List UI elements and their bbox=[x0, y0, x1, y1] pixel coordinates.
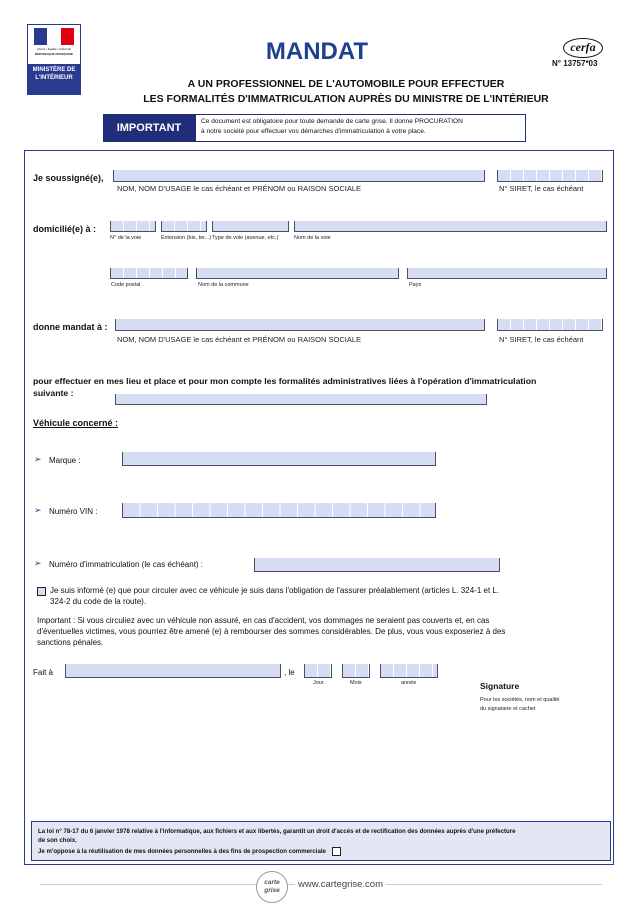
privacy-line-1: La loi n° 78-17 du 6 janvier 1978 relative à l'informatique, aux fichiers et aux libertés, garantit un droit d'accès et de rectification des données auprès d'une préfecture bbox=[38, 828, 516, 835]
assurance-line-2: 324-2 du code de la route). bbox=[50, 597, 147, 606]
signature-title: Signature bbox=[480, 681, 520, 691]
formalites-line-2: suivante : bbox=[33, 388, 74, 398]
vin-label: Numéro VIN : bbox=[49, 507, 98, 516]
assurance-line-1: Je suis informé (e) que pour circuler avec ce véhicule je suis dans l'obligation de l'assurer préalablement (articles L. 324-1 et L. bbox=[50, 586, 500, 595]
important-text-line-3: sanctions pénales. bbox=[37, 638, 104, 647]
important-notice bbox=[195, 114, 526, 142]
day-field[interactable] bbox=[304, 664, 332, 678]
cartegrise-logo bbox=[256, 871, 288, 903]
commune-caption: Nom de la commune bbox=[198, 282, 249, 288]
domicile-label: domicilié(e) à : bbox=[33, 224, 97, 234]
subtitle-line-1: A UN PROFESSIONNEL DE L'AUTOMOBILE POUR EFFECTUER bbox=[187, 78, 505, 90]
street-extension-field[interactable] bbox=[161, 221, 207, 232]
operation-field[interactable] bbox=[115, 394, 487, 405]
street-extension-caption: Extension (bis, ter...) bbox=[161, 235, 212, 241]
month-field[interactable] bbox=[342, 664, 370, 678]
marque-arrow-icon: ➢ bbox=[34, 454, 42, 464]
soussigne-name-caption: NOM, NOM D'USAGE le cas échéant et PRÉNOM ou RAISON SOCIALE bbox=[117, 184, 362, 193]
important-notice-line-1: Ce document est obligatoire pour toute demande de carte grise. Il donne PROCURATION bbox=[201, 118, 463, 125]
mandat-name-field[interactable] bbox=[115, 319, 485, 331]
rf-name: RÉPUBLIQUE FRANÇAISE bbox=[34, 52, 73, 56]
immat-label: Numéro d'immatriculation (le cas échéant) : bbox=[49, 560, 204, 569]
signature-line-2: du signataire et cachet bbox=[480, 706, 536, 712]
cartegrise-logo-line-2: grise bbox=[264, 887, 280, 894]
important-text-line-1: Important : Si vous circuliez avec un véhicule non assuré, en cas d'accident, vos dommages ne seraient pas couverts et, en cas bbox=[37, 616, 490, 625]
country-caption: Pays bbox=[409, 282, 422, 288]
cerfa-number: N° 13757*03 bbox=[552, 59, 598, 68]
street-number-caption: N° de la voie bbox=[110, 235, 142, 241]
postal-code-field[interactable] bbox=[110, 268, 188, 279]
important-text-line-2: d'éventuelles victimes, vous pourriez être amené (e) à rembourser des sommes considérables. De plus, vous vous exposeriez à des bbox=[37, 627, 506, 636]
ministry-name: MINISTÈRE DE L'INTÉRIEUR bbox=[28, 64, 80, 94]
cartegrise-logo-line-1: carte bbox=[264, 879, 280, 886]
mandat-siret-caption: N° SIRET, le cas échéant bbox=[499, 335, 584, 344]
year-caption: année bbox=[401, 680, 417, 686]
fait-place-field[interactable] bbox=[65, 664, 281, 678]
vehicule-heading: Véhicule concerné : bbox=[33, 418, 119, 428]
vin-arrow-icon: ➢ bbox=[34, 505, 42, 515]
mandat-siret-field[interactable] bbox=[497, 319, 603, 331]
assurance-checkbox[interactable] bbox=[37, 587, 46, 596]
street-name-caption: Nom de la voie bbox=[294, 235, 331, 241]
fait-le-label: , le bbox=[284, 668, 295, 677]
privacy-box bbox=[31, 821, 611, 861]
soussigne-siret-caption: N° SIRET, le cas échéant bbox=[499, 184, 584, 193]
important-notice-line-2: à notre société pour effectuer vos démarches d'immatriculation à votre place. bbox=[201, 128, 426, 135]
mandat-label: donne mandat à : bbox=[33, 322, 108, 332]
marque-label: Marque : bbox=[49, 456, 81, 465]
immat-arrow-icon: ➢ bbox=[34, 558, 42, 568]
street-type-caption: Type de voie (avenue, etc.) bbox=[212, 235, 279, 241]
street-number-field[interactable] bbox=[110, 221, 156, 232]
formalites-line-1: pour effectuer en mes lieu et place et pour mon compte les formalités administratives liées à l'opération d'immatriculation bbox=[33, 376, 537, 386]
page-title: MANDAT bbox=[265, 38, 369, 65]
fait-label: Fait à bbox=[33, 668, 54, 677]
website-url[interactable]: www.cartegrise.com bbox=[295, 879, 386, 890]
soussigne-label: Je soussigné(e), bbox=[33, 173, 104, 183]
immat-field[interactable] bbox=[254, 558, 500, 572]
mandat-name-caption: NOM, NOM D'USAGE le cas échéant et PRÉNOM ou RAISON SOCIALE bbox=[117, 335, 362, 344]
privacy-line-2: de son choix. bbox=[38, 837, 77, 844]
street-name-field[interactable] bbox=[294, 221, 607, 232]
optout-checkbox[interactable] bbox=[332, 847, 341, 856]
year-field[interactable] bbox=[380, 664, 438, 678]
vin-field[interactable] bbox=[122, 503, 436, 518]
rf-motto: Liberté • Égalité • Fraternité bbox=[36, 47, 72, 51]
important-label: IMPORTANT bbox=[103, 114, 195, 142]
cerfa-logo: cerfa bbox=[563, 38, 603, 58]
country-field[interactable] bbox=[407, 268, 607, 279]
optout-label: Je m'oppose à la réutilisation de mes données personnelles à des fins de prospection commerciale bbox=[38, 848, 326, 856]
postal-code-caption: Code postal bbox=[111, 282, 141, 288]
subtitle-line-2: LES FORMALITÉS D'IMMATRICULATION AUPRÈS DU MINISTRE DE L'INTÉRIEUR bbox=[143, 93, 549, 105]
day-caption: Jour bbox=[313, 680, 324, 686]
commune-field[interactable] bbox=[196, 268, 399, 279]
month-caption: Mois bbox=[350, 680, 362, 686]
marque-field[interactable] bbox=[122, 452, 436, 466]
street-type-field[interactable] bbox=[212, 221, 289, 232]
signature-area[interactable] bbox=[476, 715, 606, 815]
signature-line-1: Pour les sociétés, nom et qualité bbox=[480, 697, 560, 703]
soussigne-siret-field[interactable] bbox=[497, 170, 603, 182]
soussigne-name-field[interactable] bbox=[113, 170, 485, 182]
